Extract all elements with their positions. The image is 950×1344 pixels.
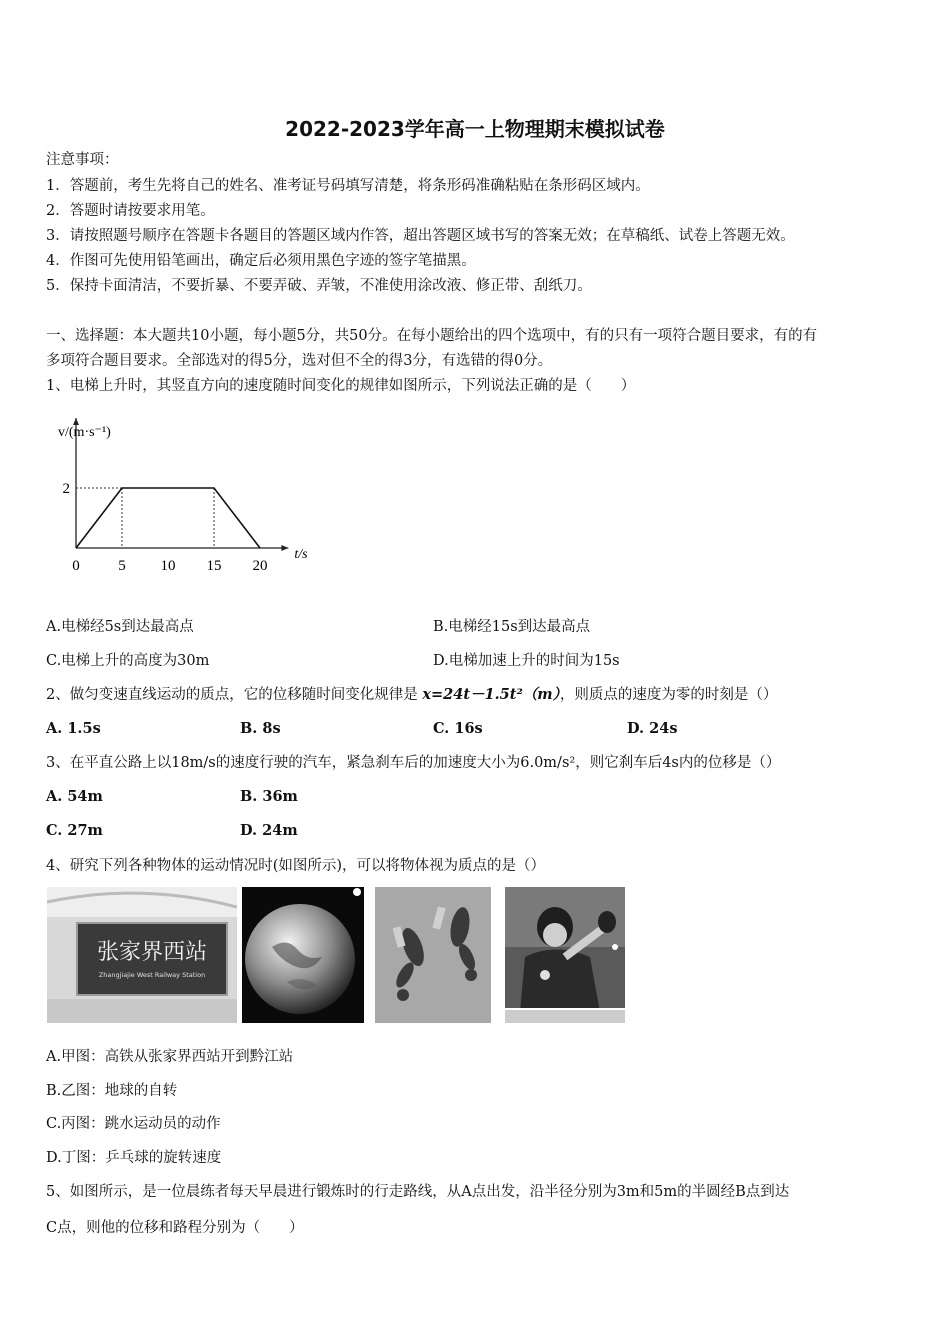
x-tick-label: 10 [160,558,176,574]
q3-option-d: D. 24m [240,822,298,839]
question-5-stem-line2: C点，则他的位移和路程分别为（ ） [46,1220,304,1236]
section-intro: 一、选择题：本大题共10小题，每小题5分，共50分。在每小题给出的四个选项中，有的只有一项符合题目要求，有的有 [46,328,818,344]
q2-formula: x=24t－1.5t²（m） [422,686,560,703]
notice-heading: 注意事项： [46,152,119,168]
q2-option-d: D. 24s [627,720,678,737]
q3-option-c: C. 27m [46,822,103,839]
q1-option-c: C.电梯上升的高度为30m [46,653,210,669]
question-4-stem: 4、研究下列各种物体的运动情况时(如图所示)，可以将物体视为质点的是（） [46,858,546,874]
table-tennis-photo [505,887,625,1023]
divers-photo [375,887,491,1023]
y-axis-label: v/(m·s⁻¹) [58,425,111,440]
earth-photo [242,887,364,1023]
question-5-stem-line1: 5、如图所示，是一位晨练者每天早晨进行锻炼时的行走路线，从A点出发，沿半径分别为3m和5m的半圆经B点到达 [46,1184,790,1200]
q4-option-c: C.丙图：跳水运动员的动作 [46,1116,221,1132]
question-3-stem: 3、在平直公路上以18m/s的速度行驶的汽车，紧急刹车后的加速度大小为6.0m/s²，则它刹车后4s内的位移是（） [46,755,781,771]
q2-option-b: B. 8s [240,720,281,737]
x-tick-label: 0 [72,558,80,574]
q3-option-b: B. 36m [240,788,298,805]
q1-option-b: B.电梯经15s到达最高点 [433,619,591,635]
q4-option-b: B.乙图：地球的自转 [46,1083,178,1099]
station-sign-photo [47,887,237,1023]
notice-item: 5．保持卡面清洁，不要折暴、不要弄破、弄皱，不准使用涂改液、修正带、刮纸刀。 [46,278,592,294]
station-sign-text: 张家界西站 [96,940,208,965]
notice-item: 1．答题前，考生先将自己的姓名、准考证号码填写清楚，将条形码准确粘贴在条形码区域内。 [46,178,650,194]
q4-option-d: D.丁图：乒乓球的旋转速度 [46,1150,222,1166]
section-intro: 多项符合题目要求。全部选对的得5分，选对但不全的得3分，有选错的得0分。 [46,353,553,369]
x-tick-label: 5 [118,558,126,574]
station-sign-subtext: Zhangjiajie West Railway Station [98,971,206,979]
series-line [76,488,260,548]
page-title: 2022-2023学年高一上物理期末模拟试卷 [285,117,665,141]
q3-option-a: A. 54m [46,788,103,805]
q2-option-c: C. 16s [433,720,483,737]
q2-stem-post: ，则质点的速度为零的时刻是（） [559,687,778,703]
x-tick-label: 15 [206,558,222,574]
question-1-stem: 1、电梯上升时，其竖直方向的速度随时间变化的规律如图所示，下列说法正确的是（ ） [46,378,636,394]
question-2-stem [46,685,777,705]
q1-option-d: D.电梯加速上升的时间为15s [433,653,620,669]
x-axis-arrow [281,545,288,551]
notice-item: 2．答题时请按要求用笔。 [46,203,215,219]
notice-item: 4．作图可先使用铅笔画出，确定后必须用黑色字迹的签字笔描黑。 [46,253,476,269]
q1-option-a: A.电梯经5s到达最高点 [46,619,194,635]
q2-stem-pre: 2、做匀变速直线运动的质点，它的位移随时间变化规律是 [46,687,423,703]
y-tick-label: 2 [62,481,70,497]
notice-item: 3．请按照题号顺序在答题卡各题目的答题区域内作答，超出答题区域书写的答案无效；在草稿纸、试卷上答题无效。 [46,228,795,244]
x-axis-label: t/s [294,547,308,562]
y-axis-arrow [73,418,79,425]
x-tick-label: 20 [252,558,268,574]
q4-option-a: A.甲图：高铁从张家界西站开到黔江站 [46,1049,294,1065]
q2-option-a: A. 1.5s [46,720,101,737]
velocity-time-chart [48,410,328,585]
